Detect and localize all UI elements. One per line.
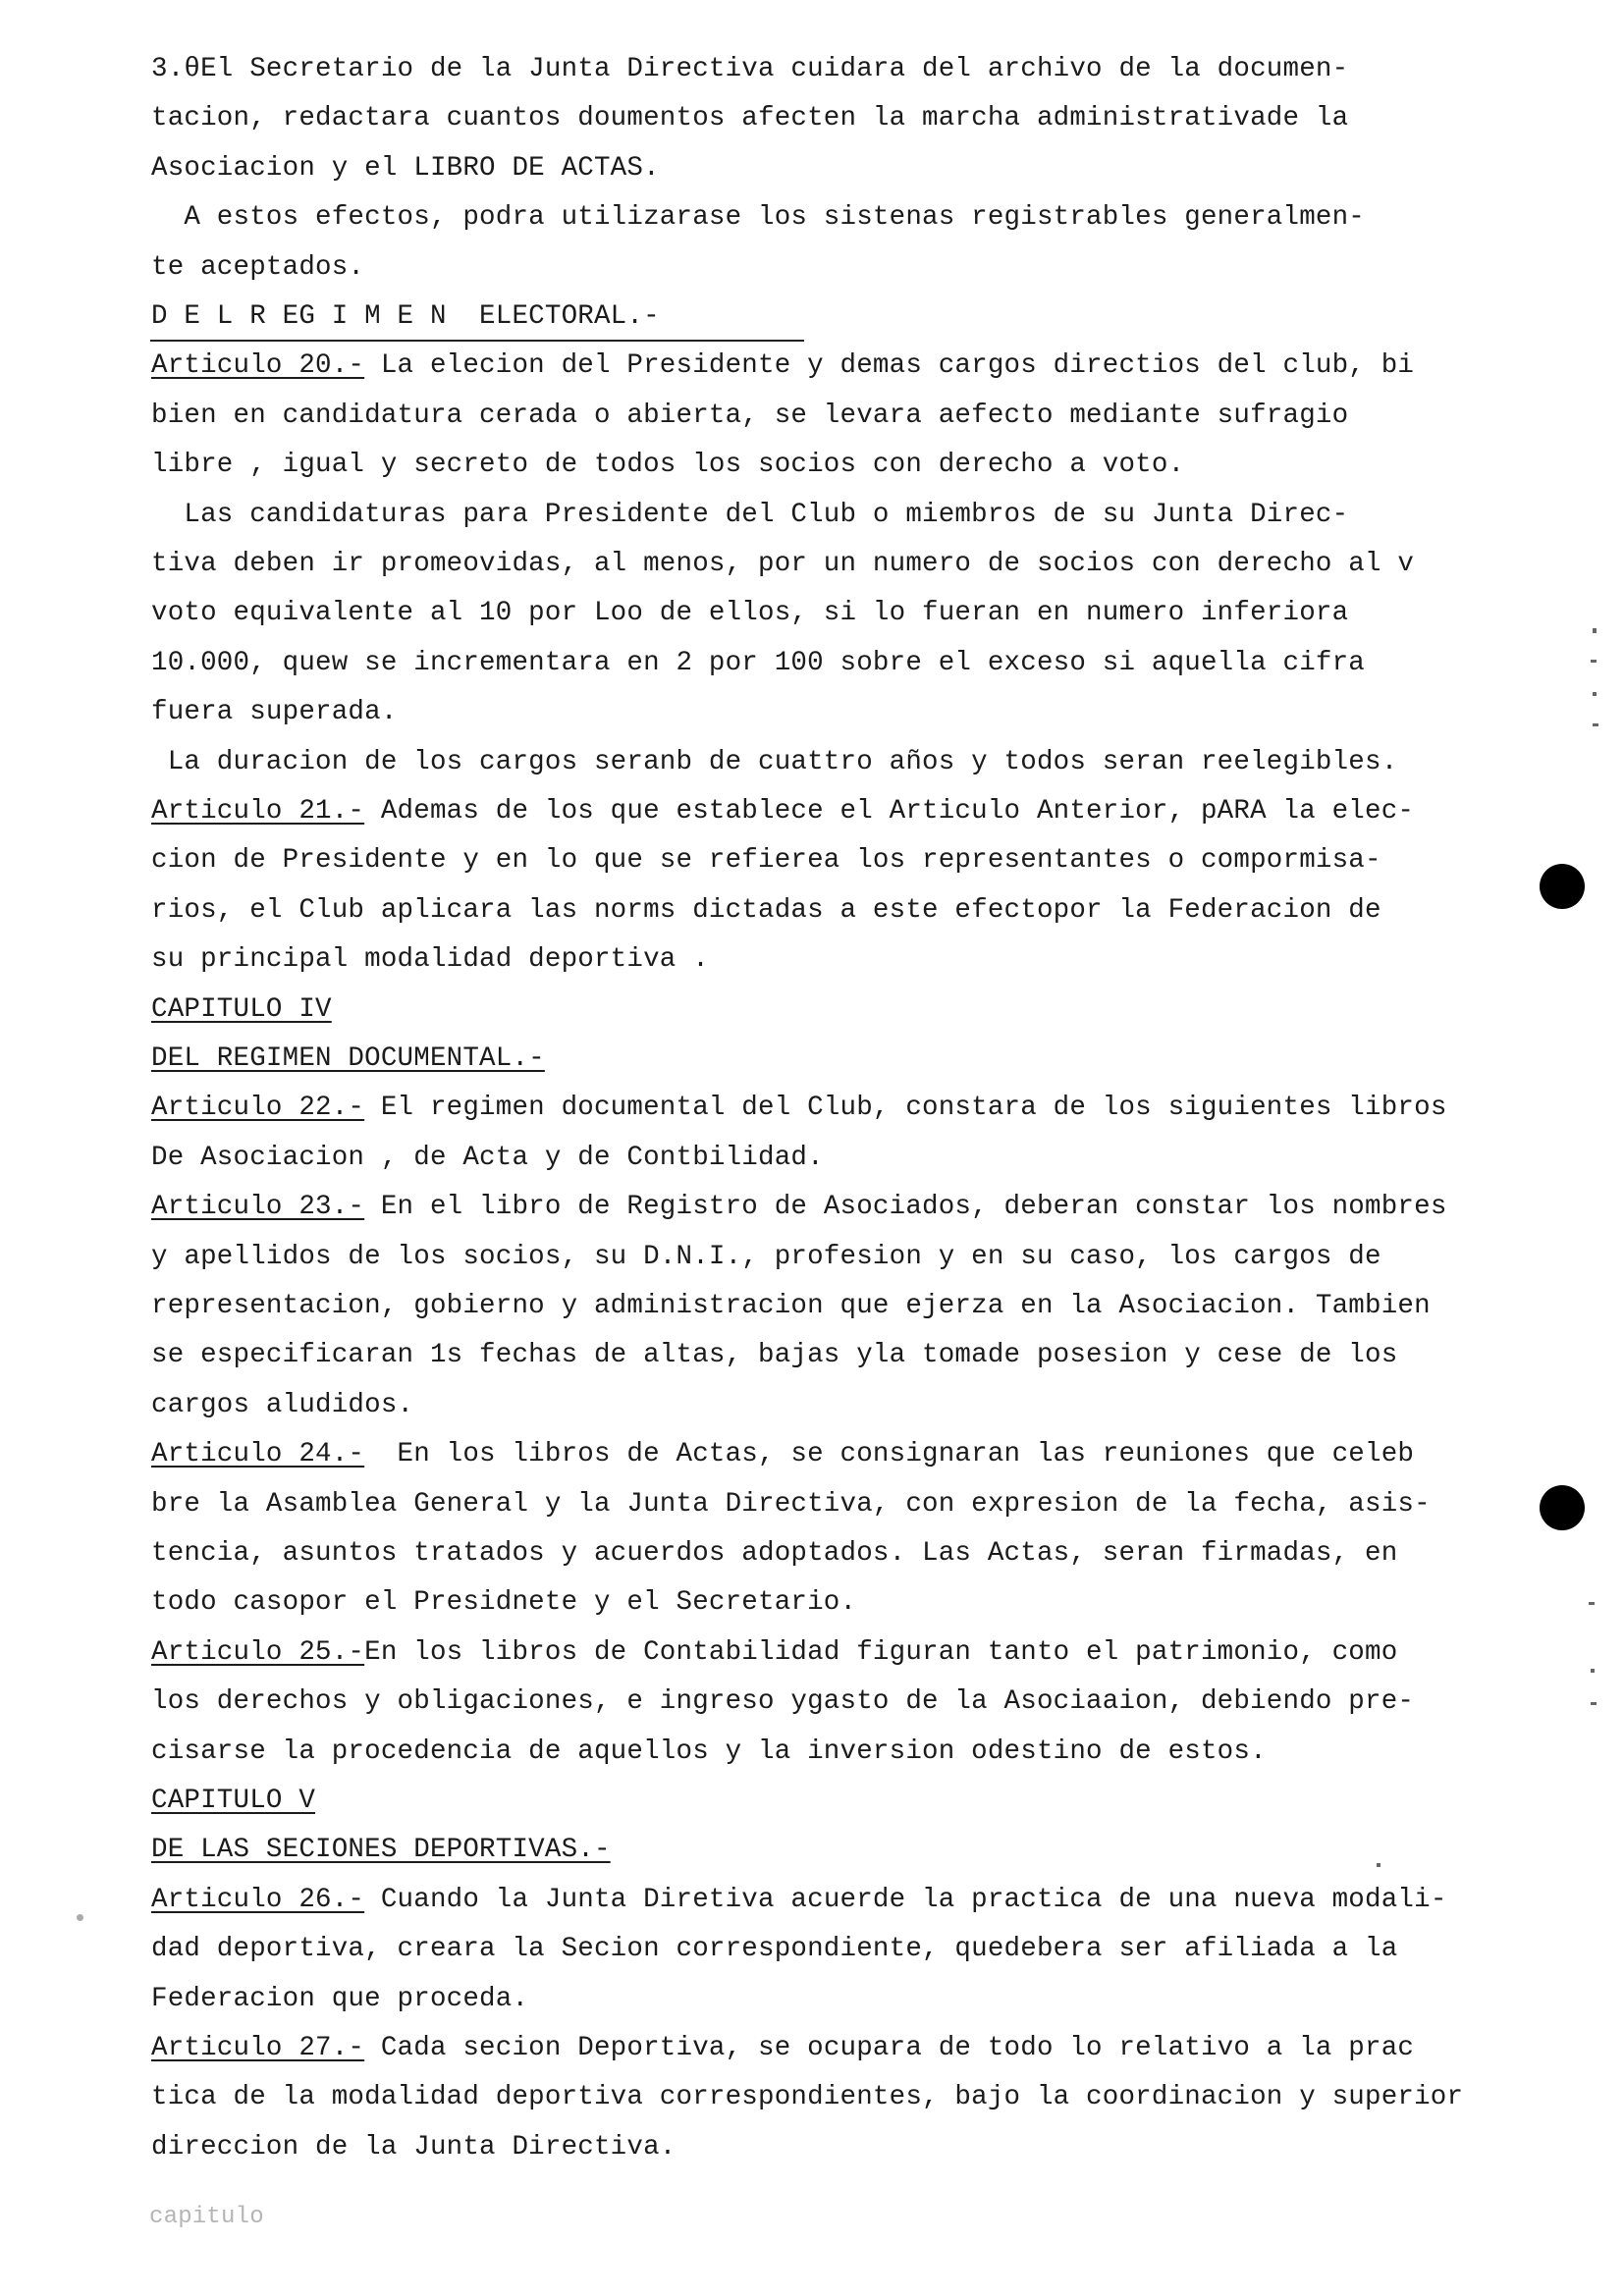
text-segment: te aceptados. — [151, 252, 365, 283]
underlined-heading: Articulo 20.- — [151, 350, 365, 381]
scan-speck — [1589, 1602, 1595, 1605]
text-line — [151, 795, 1414, 828]
text-segment: De Asociacion , de Acta y de Contbilidad. — [151, 1143, 824, 1173]
text-segment: cisarse la procedencia de aquellos y la inversion odestino de estos. — [151, 1736, 1267, 1767]
text-line — [151, 1339, 1397, 1372]
text-line — [151, 1785, 315, 1818]
electoral-heading-underline — [150, 340, 804, 342]
text-line — [151, 894, 1381, 928]
text-line — [151, 449, 1184, 482]
text-line — [151, 1834, 611, 1867]
text-segment: A estos efectos, podra utilizarase los sistenas registrables generalmen- — [151, 202, 1365, 233]
text-segment: En los libros de Actas, se consignaran las reuniones que celeb — [364, 1439, 1415, 1469]
text-line — [151, 844, 1381, 878]
text-segment: Ademas de los que establece el Articulo Anterior, pARA la elec- — [364, 796, 1415, 827]
underlined-heading: Articulo 23.- — [151, 1192, 365, 1222]
text-segment: direccion de la Junta Directiva. — [151, 2132, 677, 2163]
text-line — [151, 1933, 1397, 1966]
text-line — [151, 1290, 1431, 1323]
underlined-heading: DE LAS SECIONES DEPORTIVAS.- — [151, 1835, 611, 1865]
scan-speck — [1593, 723, 1598, 726]
text-line — [151, 2131, 677, 2164]
text-line — [151, 152, 660, 186]
text-segment: rios, el Club aplicara las norms dictadas a este efectopor la Federacion de — [151, 895, 1381, 926]
underlined-heading: Articulo 22.- — [151, 1093, 365, 1123]
text-line — [151, 1983, 528, 2016]
text-line — [151, 1884, 1447, 1917]
text-segment: tencia, asuntos tratados y acuerdos adoptados. Las Actas, seran firmadas, en — [151, 1538, 1398, 1569]
text-segment: tica de la modalidad deportiva correspondientes, bajo la coordinacion y superior — [151, 2082, 1464, 2112]
text-line — [151, 499, 1348, 532]
text-segment: tacion, redactara cuantos doumentos afecten la marcha administrativade la — [151, 103, 1349, 133]
text-line — [151, 201, 1365, 235]
text-segment: El regimen documental del Club, constara de los siguientes libros — [364, 1093, 1447, 1123]
text-line — [151, 1042, 545, 1076]
text-segment: y apellidos de los socios, su D.N.I., profesion y en su caso, los cargos de — [151, 1242, 1381, 1272]
text-line — [151, 1537, 1397, 1571]
text-segment: Cada secion Deportiva, se ocupara de todo lo relativo a la prac — [364, 2033, 1415, 2063]
text-line — [151, 1241, 1381, 1274]
text-segment: La elecion del Presidente y demas cargos directios del club, bi — [364, 350, 1415, 381]
text-segment: todo casopor el Presidnete y el Secretario. — [151, 1587, 857, 1618]
text-segment: bien en candidatura cerada o abierta, se levara aefecto mediante sufragio — [151, 400, 1349, 431]
text-segment: se especificaran 1s fechas de altas, bajas yla tomade posesion y cese de los — [151, 1340, 1398, 1370]
text-segment: los derechos y obligaciones, e ingreso ygasto de la Asociaaion, debiendo pre- — [151, 1686, 1415, 1717]
text-segment: Asociacion y el LIBRO DE ACTAS. — [151, 153, 660, 184]
text-line — [151, 1389, 413, 1422]
text-segment: cion de Presidente y en lo que se refierea los representantes o compormisa- — [151, 845, 1381, 876]
punch-hole-bottom — [1540, 1485, 1585, 1530]
text-line — [151, 993, 332, 1027]
text-segment: fuera superada. — [151, 697, 398, 727]
scan-speck — [77, 1914, 83, 1921]
text-segment: 10.000, quew se incrementara en 2 por 100 sobre el exceso si aquella cifra — [151, 648, 1365, 678]
scan-speck — [1591, 1702, 1597, 1705]
text-segment: bre la Asamblea General y la Junta Directiva, con expresion de la fecha, asis- — [151, 1489, 1431, 1520]
text-segment: representacion, gobierno y administracion que ejerza en la Asociacion. Tambien — [151, 1291, 1431, 1321]
text-line — [151, 647, 1365, 680]
underlined-heading: CAPITULO V — [151, 1786, 316, 1816]
punch-hole-top — [1540, 864, 1585, 909]
text-line — [151, 400, 1348, 433]
text-segment: su principal modalidad deportiva . — [151, 944, 709, 975]
text-line — [151, 696, 398, 729]
text-line — [151, 251, 364, 285]
text-line — [151, 300, 660, 334]
text-line — [151, 2032, 1414, 2065]
text-segment: cargos aludidos. — [151, 1390, 414, 1420]
scan-speck — [1377, 1863, 1380, 1867]
text-line — [151, 102, 1348, 135]
text-line — [151, 1488, 1431, 1522]
text-segment: Federacion que proceda. — [151, 1984, 529, 2014]
underlined-heading: Articulo 25.- — [151, 1637, 365, 1668]
text-segment: En el libro de Registro de Asociados, deberan constar los nombres — [364, 1192, 1447, 1222]
text-segment: La duracion de los cargos seranb de cuattro años y todos seran reelegibles. — [151, 747, 1398, 777]
text-line — [151, 1092, 1447, 1125]
text-line — [151, 1586, 856, 1620]
text-line — [151, 746, 1397, 779]
text-segment: Cuando la Junta Diretiva acuerde la practica de una nueva modali- — [364, 1885, 1447, 1915]
text-segment: tiva deben ir promeovidas, al menos, por un numero de socios con derecho al v — [151, 549, 1415, 579]
text-line — [151, 2081, 1463, 2114]
text-segment: libre , igual y secreto de todos los socios con derecho a voto. — [151, 450, 1185, 480]
underlined-heading: Articulo 24.- — [151, 1439, 365, 1469]
text-line — [151, 943, 709, 977]
text-segment: voto equivalente al 10 por Loo de ellos, si lo fueran en numero inferiora — [151, 598, 1349, 628]
text-segment: dad deportiva, creara la Secion correspondiente, quedebera ser afiliada a la — [151, 1934, 1398, 1964]
scan-speck — [1593, 628, 1597, 633]
scan-speck — [1591, 660, 1597, 663]
underlined-heading: CAPITULO IV — [151, 994, 332, 1025]
text-line — [151, 1142, 824, 1175]
text-segment: 3.θEl Secretario de la Junta Directiva cuidara del archivo de la documen- — [151, 54, 1349, 84]
underlined-heading: Articulo 21.- — [151, 796, 365, 827]
underlined-heading: Articulo 26.- — [151, 1885, 365, 1915]
scan-speck — [1593, 692, 1597, 696]
scan-speck — [1591, 1669, 1595, 1673]
text-segment: D E L R EG I M E N ELECTORAL.- — [151, 301, 660, 332]
text-line — [151, 548, 1414, 581]
text-line — [151, 1438, 1414, 1471]
text-line — [151, 597, 1348, 630]
text-line — [151, 1636, 1397, 1670]
underlined-heading: DEL REGIMEN DOCUMENTAL.- — [151, 1043, 545, 1074]
text-segment: Las candidaturas para Presidente del Club o miembros de su Junta Direc- — [151, 500, 1349, 530]
underlined-heading: Articulo 27.- — [151, 2033, 365, 2063]
text-line — [151, 1191, 1447, 1224]
text-line — [151, 53, 1348, 86]
text-line — [151, 1735, 1267, 1769]
footer-catchword: capitulo — [149, 2204, 264, 2230]
text-segment: En los libros de Contabilidad figuran tanto el patrimonio, como — [364, 1637, 1398, 1668]
text-line — [151, 1685, 1414, 1719]
text-line — [151, 349, 1414, 383]
